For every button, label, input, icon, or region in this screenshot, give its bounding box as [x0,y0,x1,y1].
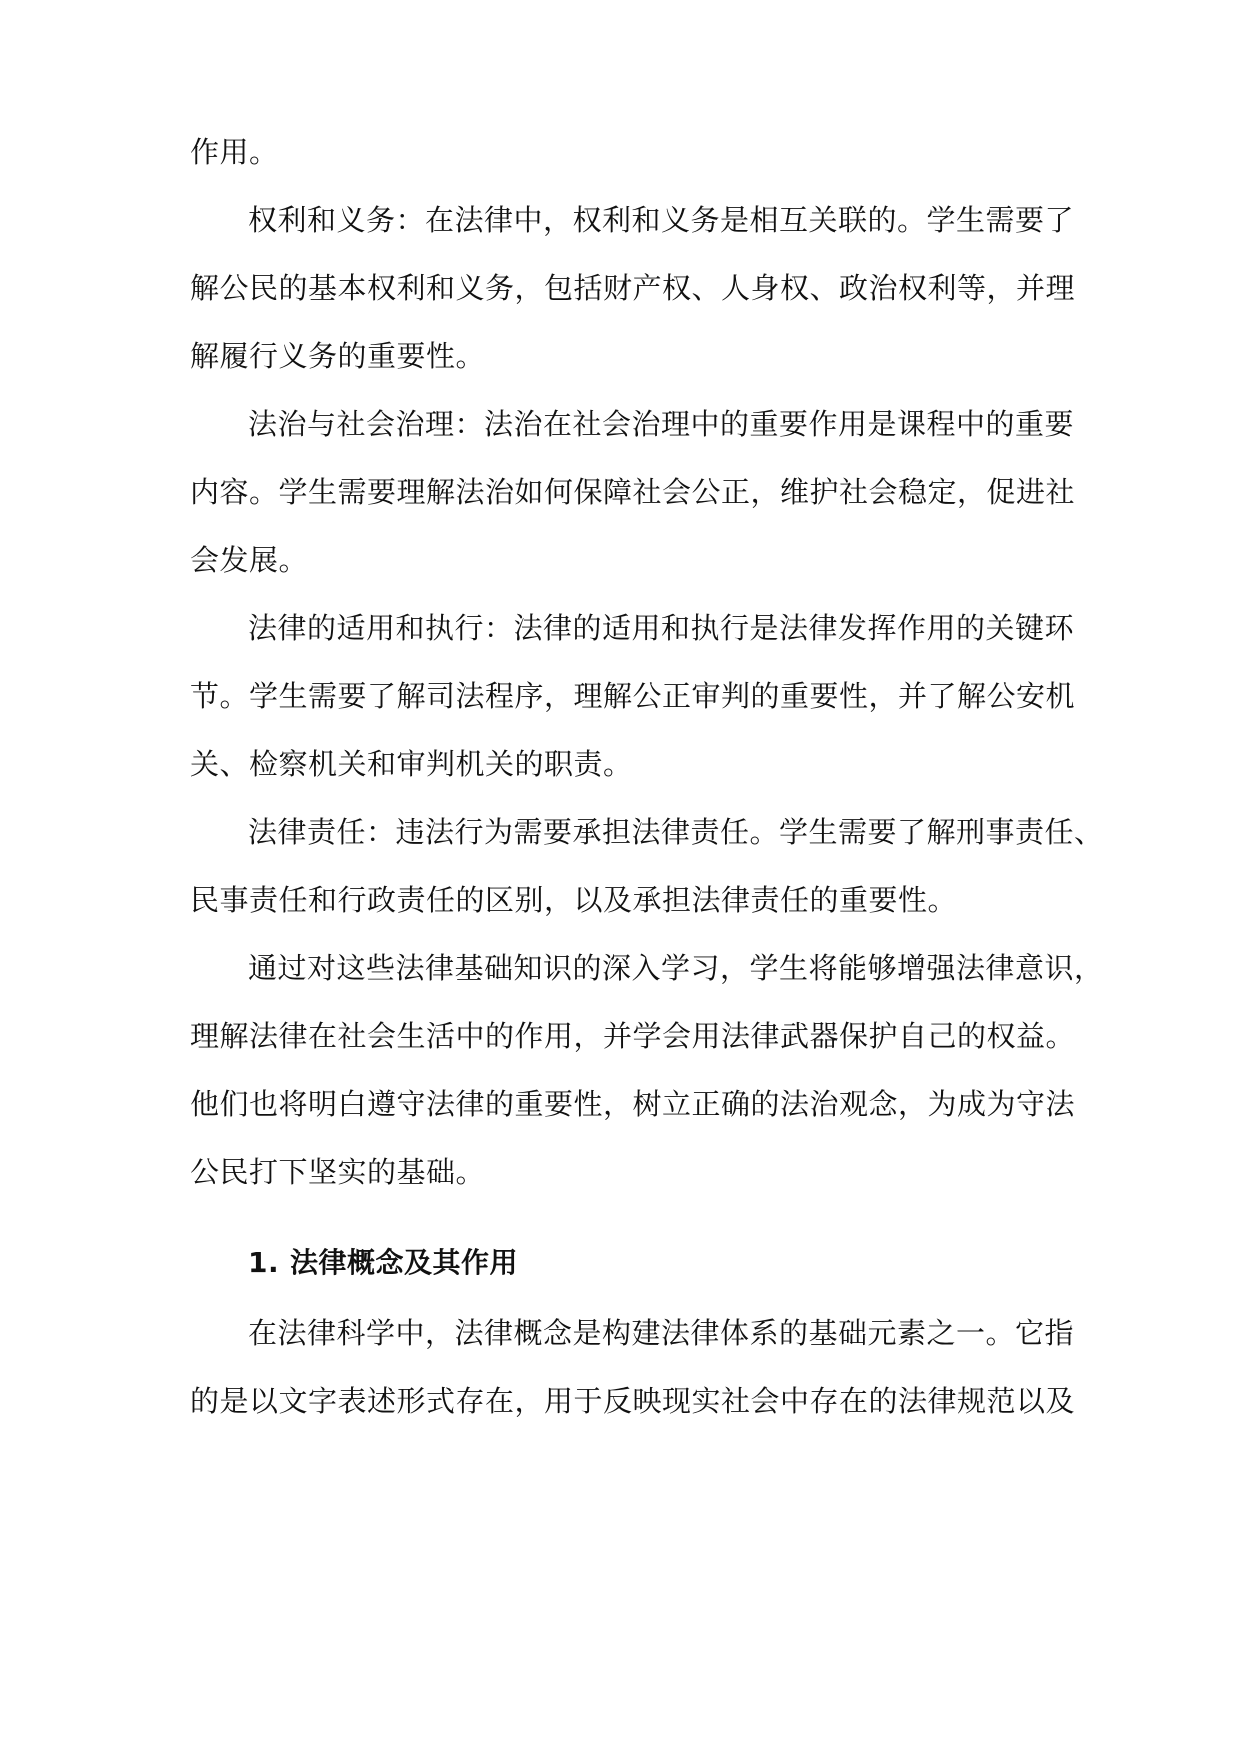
paragraph-line: 在法律科学中，法律概念是构建法律体系的基础元素之一。它指 [248,1316,1075,1350]
paragraph-line: 民事责任和行政责任的区别，以及承担法律责任的重要性。 [190,883,958,917]
paragraph-line: 解履行义务的重要性。 [190,339,486,373]
paragraph-line: 节。学生需要了解司法程序，理解公正审判的重要性，并了解公安机 [190,679,1076,713]
paragraph-line: 关、检察机关和审判机关的职责。 [190,747,633,781]
section-number: 1. [248,1246,280,1279]
paragraph-line: 通过对这些法律基础知识的深入学习，学生将能够增强法律意识， [248,951,1104,985]
section-title: 法律概念及其作用 [290,1246,519,1279]
paragraph-line: 理解法律在社会生活中的作用，并学会用法律武器保护自己的权益。 [190,1019,1076,1053]
paragraph-line: 会发展。 [190,543,309,577]
paragraph-line: 的是以文字表述形式存在，用于反映现实社会中存在的法律规范以及 [190,1384,1076,1418]
paragraph-line: 法治与社会治理：法治在社会治理中的重要作用是课程中的重要 [248,407,1075,441]
paragraph-line: 他们也将明白遵守法律的重要性，树立正确的法治观念，为成为守法 [190,1087,1076,1121]
paragraph-line: 公民打下坚实的基础。 [190,1155,486,1189]
section-heading [248,1243,518,1283]
paragraph-line: 法律的适用和执行：法律的适用和执行是法律发挥作用的关键环 [248,611,1075,645]
paragraph-line: 权利和义务：在法律中，权利和义务是相互关联的。学生需要了 [248,203,1075,237]
paragraph-line: 解公民的基本权利和义务，包括财产权、人身权、政治权利等，并理 [190,271,1076,305]
paragraph-line: 法律责任：违法行为需要承担法律责任。学生需要了解刑事责任、 [248,815,1104,849]
paragraph-line: 作用。 [190,135,279,169]
paragraph-line: 内容。学生需要理解法治如何保障社会公正，维护社会稳定，促进社 [190,475,1076,509]
